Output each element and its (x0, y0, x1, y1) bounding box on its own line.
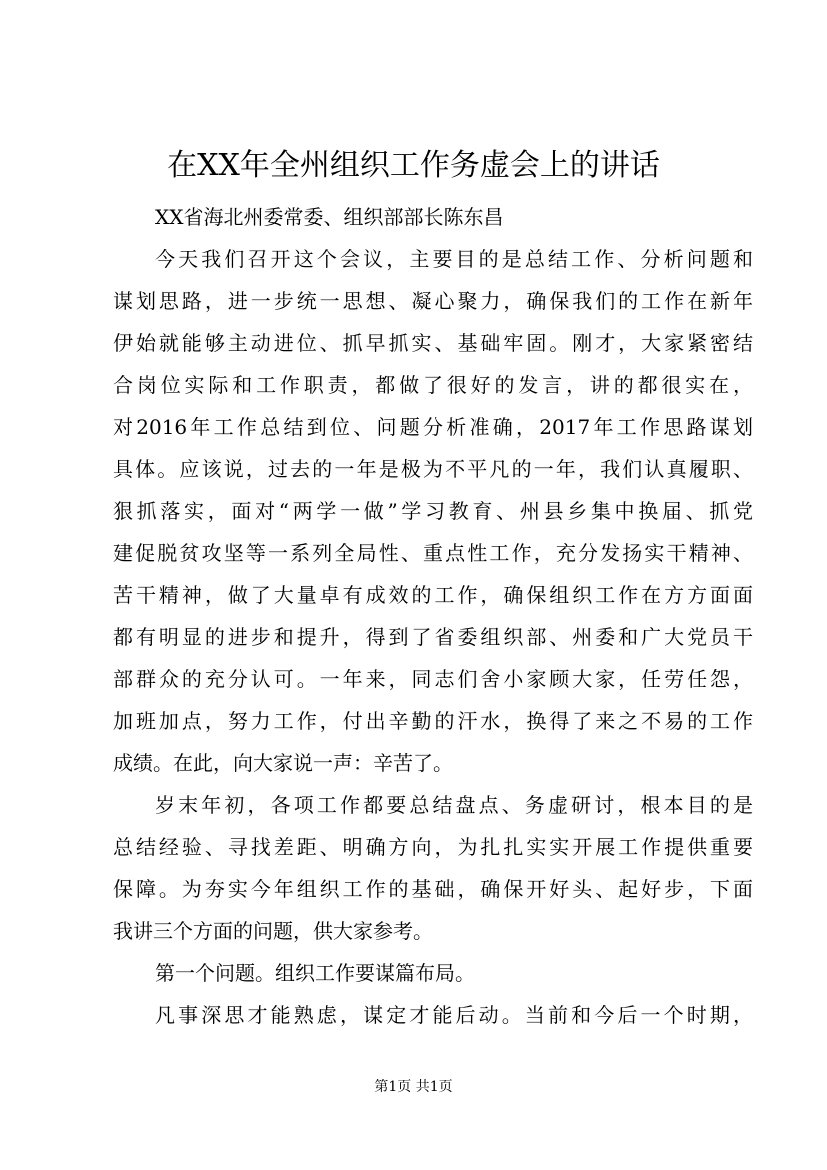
text-line: 加班加点，努力工作，付出辛勤的汗水，换得了来之不易的工作 (113, 709, 753, 733)
author-byline: XX省海北州委常委、组织部部长陈东昌 (155, 205, 504, 229)
document-title: 在XX年全州组织工作务虚会上的讲话 (167, 148, 660, 183)
text-line: 谋划思路，进一步统一思想、凝心聚力，确保我们的工作在新年 (113, 289, 753, 313)
text-line: 狠抓落实，面对“两学一做”学习教育、州县乡集中换届、抓党 (113, 499, 753, 523)
text-line: 岁末年初，各项工作都要总结盘点、务虚研讨，根本目的是 (155, 793, 753, 817)
text-line: 总结经验、寻找差距、明确方向，为扎扎实实开展工作提供重要 (113, 835, 753, 859)
text-line: 第一个问题。组织工作要谋篇布局。 (155, 961, 475, 985)
text-line: 凡事深思才能熟虑，谋定才能后动。当前和今后一个时期， (155, 1003, 753, 1027)
text-line: 建促脱贫攻坚等一系列全局性、重点性工作，充分发扬实干精神、 (113, 541, 753, 565)
page-footer: 第1页 共1页 (374, 1079, 453, 1095)
text-line: 成绩。在此，向大家说一声：辛苦了。 (113, 751, 453, 775)
text-line: 部群众的充分认可。一年来，同志们舍小家顾大家，任劳任怨， (113, 667, 753, 691)
text-line: 合岗位实际和工作职责，都做了很好的发言，讲的都很实在， (113, 373, 753, 397)
text-line: 今天我们召开这个会议，主要目的是总结工作、分析问题和 (155, 247, 753, 271)
text-line: 苦干精神，做了大量卓有成效的工作，确保组织工作在方方面面 (113, 583, 753, 607)
text-line: 都有明显的进步和提升，得到了省委组织部、州委和广大党员干 (113, 625, 753, 649)
text-line: 对2016年工作总结到位、问题分析准确，2017年工作思路谋划 (113, 415, 753, 439)
document-body (113, 196, 753, 1036)
text-line: 具体。应该说，过去的一年是极为不平凡的一年，我们认真履职、 (113, 457, 753, 481)
text-line: 伊始就能够主动进位、抓早抓实、基础牢固。刚才，大家紧密结 (113, 331, 753, 355)
paragraph-lines (113, 238, 753, 1036)
text-line: 保障。为夯实今年组织工作的基础，确保开好头、起好步，下面 (113, 877, 753, 901)
text-line: 我讲三个方面的问题，供大家参考。 (113, 919, 433, 943)
